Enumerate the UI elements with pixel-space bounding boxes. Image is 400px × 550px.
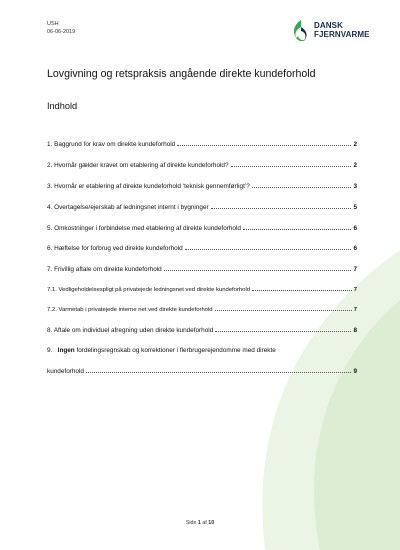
document-date: 06-06-2019 — [47, 29, 76, 35]
toc-leader-dots — [252, 284, 352, 291]
toc-leader-dots — [231, 160, 352, 167]
toc-entry-number: 9. — [47, 347, 53, 354]
toc-entry-label: 6. Hæftelse for forbrug ved direkte kundeforhold — [47, 245, 183, 252]
toc-heading: Indhold — [47, 101, 78, 111]
document-title: Lovgivning og retspraksis angående direkte kundeforhold — [47, 68, 316, 80]
toc-leader-dots — [164, 264, 352, 271]
toc-entry-page: 2 — [353, 141, 357, 148]
toc-entry-page: 7 — [353, 307, 357, 313]
toc-entry-label: 3. Hvornår er etablering af direkte kundeforhold ‘teknisk gennemførligt’? — [47, 183, 250, 190]
toc-entry-page: 7 — [353, 266, 357, 273]
toc-entry-page: 8 — [353, 327, 357, 334]
toc-entry-9-line-2[interactable] — [47, 366, 357, 376]
flame-logo-icon — [290, 19, 312, 43]
toc-entry-label: 8. Aftale om individuel afregning uden direkte kundeforhold — [47, 327, 214, 334]
toc-entry[interactable] — [47, 223, 357, 233]
toc-entry-9-line-1[interactable] — [47, 346, 357, 356]
toc-entry-bold-word: Ingen — [57, 347, 75, 354]
toc-leader-dots — [243, 223, 351, 230]
toc-subentry[interactable] — [47, 304, 357, 314]
toc-entry[interactable] — [47, 264, 357, 274]
toc-leader-dots — [215, 304, 352, 311]
page-footer — [0, 520, 400, 526]
toc-entry[interactable] — [47, 181, 357, 191]
toc-entry-page: 7 — [353, 287, 357, 293]
toc-entry-page: 2 — [353, 162, 357, 169]
toc-entry[interactable] — [47, 202, 357, 212]
toc-entry[interactable] — [47, 139, 357, 149]
toc-entry-label: 5. Omkostninger i forbindelse med etablering af direkte kundeforhold — [47, 225, 241, 232]
toc-entry-label: 4. Overtagelse/ejerskab af ledningsnet internt i bygninger — [47, 204, 209, 211]
footer-current-page: 1 — [197, 520, 201, 526]
toc-entry-label: fordelingsregnskab og korrektioner i flerbrugerejendomme med direkte — [74, 347, 276, 354]
toc-leader-dots — [211, 202, 352, 209]
toc-entry-page: 6 — [353, 225, 357, 232]
org-code: USH — [47, 21, 59, 27]
toc-entry[interactable] — [47, 160, 357, 170]
toc-entry-page: 6 — [353, 245, 357, 252]
toc-entry-label: 7.1. Vedligeholdelsespligt på privatejede ledningsnet ved direkte kundeforhold — [47, 287, 251, 293]
toc-entry-label: 1. Baggrund for krav om direkte kundeforhold — [47, 141, 176, 148]
toc-leader-dots — [185, 243, 352, 250]
toc-entry-page: 3 — [353, 183, 357, 190]
toc-entry-label: 7.2. Varmetab i privatejede interne net ved direkte kundeforhold — [47, 307, 213, 313]
toc-entry-page: 9 — [353, 368, 357, 375]
toc-entry-page: 5 — [353, 204, 357, 211]
document-meta — [47, 20, 75, 36]
toc-leader-dots — [252, 181, 352, 188]
toc-entry[interactable] — [47, 243, 357, 253]
toc-leader-dots — [177, 139, 351, 146]
dansk-fjernvarme-logo — [290, 19, 372, 45]
logo-wordmark — [314, 22, 370, 39]
logo-line-2: FJERNVARME — [314, 29, 370, 39]
toc-leader-dots — [86, 366, 351, 373]
footer-middle: af — [200, 520, 209, 526]
toc-entry-label: 2. Hvornår gælder kravet om etablering af direkte kundeforhold? — [47, 162, 229, 169]
toc-leader-dots — [215, 325, 351, 332]
footer-total-pages: 10 — [208, 520, 215, 526]
toc-subentry[interactable] — [47, 284, 357, 294]
logo-line-1: DANSK — [314, 21, 343, 30]
toc-entry[interactable] — [47, 325, 357, 335]
toc-entry-label: kundeforhold — [47, 368, 84, 375]
toc-entry-label: 7. Frivillig aftale om direkte kundeforhold — [47, 266, 162, 273]
footer-prefix: Side — [185, 520, 198, 526]
